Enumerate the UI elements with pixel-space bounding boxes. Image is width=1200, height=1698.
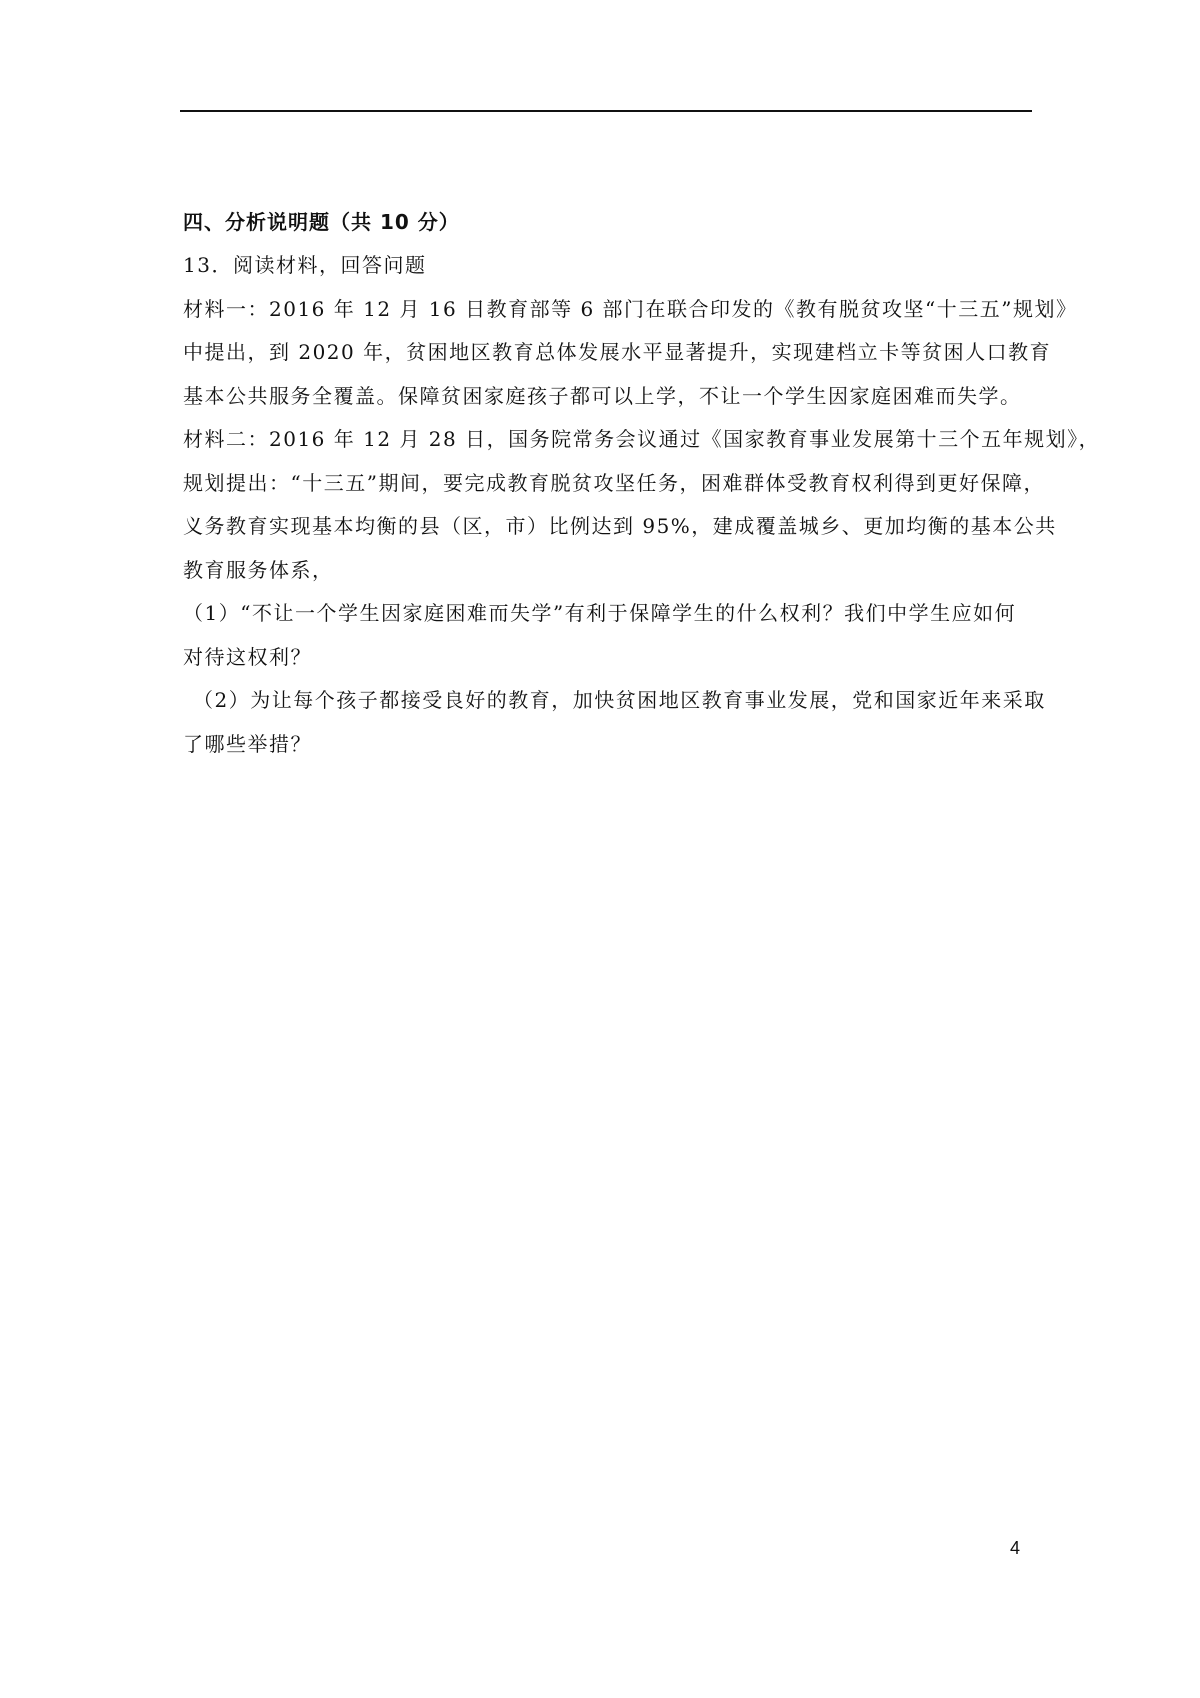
material-two-line-1: 材料二：2016 年 12 月 28 日，国务院常务会议通过《国家教育事业发展第十三个五年规划》， — [183, 427, 1101, 451]
material-one-line-1: 材料一：2016 年 12 月 16 日教育部等 6 部门在联合印发的《教有脱贫攻坚“十三五”规划》 — [183, 296, 1078, 321]
document-body — [183, 200, 1101, 766]
sub-question-1-line-2: 对待这权利？ — [183, 644, 312, 669]
header-rule — [180, 110, 1032, 112]
material-two-line-2: 规划提出：“十三五”期间，要完成教育脱贫攻坚任务，困难群体受教育权利得到更好保障， — [183, 470, 1045, 495]
material-one-line-3: 基本公共服务全覆盖。保障贫困家庭孩子都可以上学，不让一个学生因家庭困难而失学。 — [183, 383, 1022, 408]
section-heading: 四、分析说明题（共 10 分） — [183, 210, 460, 234]
material-two-line-3: 义务教育实现基本均衡的县（区，市）比例达到 95%，建成覆盖城乡、更加均衡的基本公共 — [183, 514, 1057, 538]
sub-question-2-line-2: 了哪些举措？ — [183, 731, 312, 756]
material-two-line-4: 教育服务体系， — [183, 557, 334, 582]
sub-question-2-line-1: （2）为让每个孩子都接受良好的教育，加快贫困地区教育事业发展，党和国家近年来采取 — [193, 688, 1046, 712]
sub-question-1-line-1: （1）“不让一个学生因家庭困难而失学”有利于保障学生的什么权利？我们中学生应如何 — [183, 601, 1017, 625]
question-title: 13．阅读材料，回答问题 — [183, 253, 427, 277]
material-one-line-2: 中提出，到 2020 年，贫困地区教育总体发展水平显著提升，实现建档立卡等贫困人口教育 — [183, 340, 1052, 364]
page-number: 4 — [1010, 1538, 1021, 1558]
